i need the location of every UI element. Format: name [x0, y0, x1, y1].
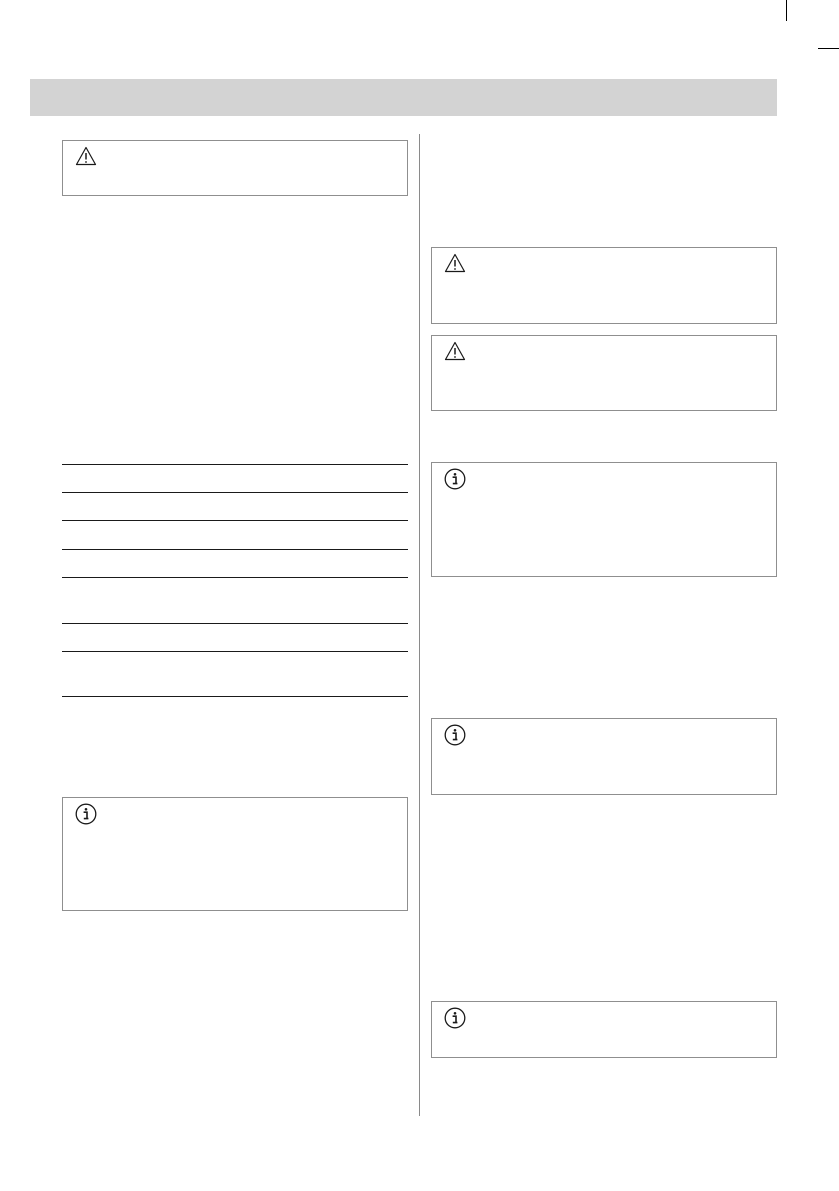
warning-box: [62, 140, 408, 196]
info-box: [62, 797, 408, 911]
warning-triangle-icon: [444, 341, 466, 361]
crop-mark-top-left: [0, 0, 17, 1]
section-header-bar: [30, 79, 777, 116]
table-rule: [62, 520, 408, 521]
info-box: [431, 1001, 777, 1058]
info-icon: [444, 468, 466, 490]
warning-box: [431, 335, 777, 411]
table-rule: [62, 464, 408, 465]
info-icon: [444, 1007, 466, 1029]
info-icon: [75, 803, 97, 825]
info-box: [431, 462, 777, 577]
table-rule: [62, 577, 408, 578]
table-rule: [62, 696, 408, 697]
info-box: [431, 718, 777, 795]
crop-mark-right: [818, 48, 839, 49]
table-rule: [62, 651, 408, 652]
warning-triangle-icon: [75, 146, 97, 166]
table-rule: [62, 623, 408, 624]
column-divider: [419, 134, 420, 1116]
info-icon: [444, 724, 466, 746]
table-rule: [62, 549, 408, 550]
warning-box: [431, 247, 777, 324]
table-rule: [62, 492, 408, 493]
warning-triangle-icon: [444, 253, 466, 273]
crop-mark-top-right: [786, 0, 787, 21]
